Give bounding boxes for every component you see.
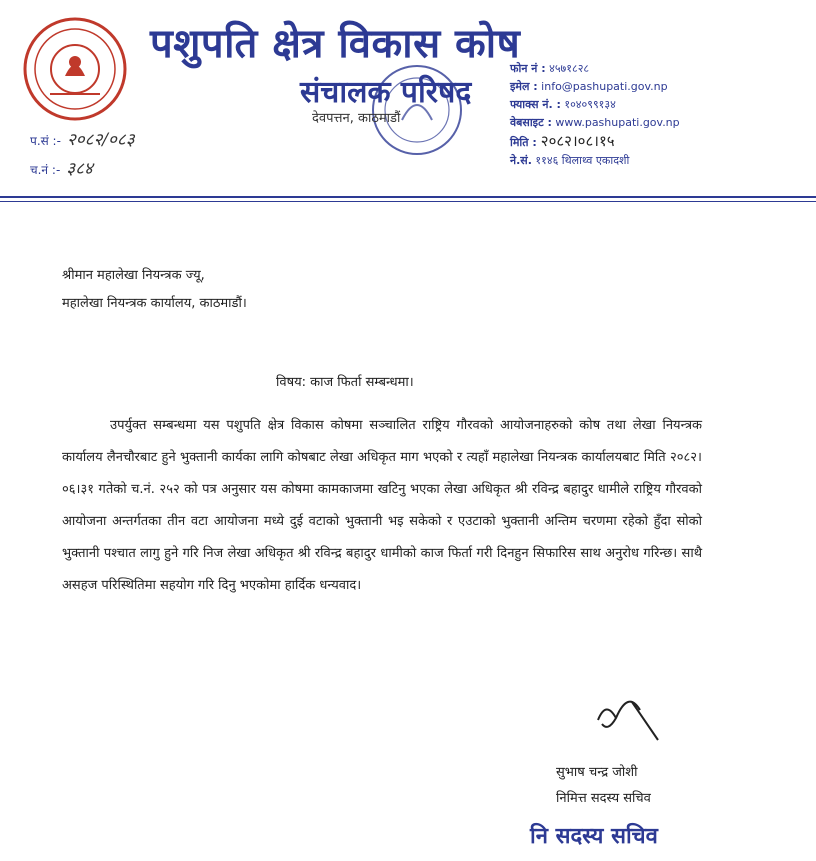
contact-info-block (510, 60, 810, 170)
letter-body: उपर्युक्त सम्बन्धमा यस पशुपति क्षेत्र विकास कोषमा सञ्चालित राष्ट्रिय गौरवको आयोजनाहरुको कोष तथा लेखा नियन्त्रक कार्यालय लैनचौरबाट हुने भुक्तानी कार्यका लागि कोषबाट लेखा अधिकृत माग भएको र त्यहाँ महालेखा नियन्त्रक कार्यालयबाट मिति २०८२।०६।३१ गतेको च.नं. २५२ को पत्र अनुसार यस कोषमा कामकाजमा खटिनु भएका लेखा अधिकृत श्री रविन्द्र बहादुर धामीले राष्ट्रिय गौरवको आयोजना अन्तर्गतका तीन वटा आयोजना मध्ये दुई वटाको भुक्तानी भइ सकेको र एउटाको भुक्तानी अन्तिम चरणमा रहेको हुँदा सोको भुक्तानी पश्चात लागु हुने गरि निज लेखा अधिकृत श्री रविन्द्र बहादुर धामीको काज फिर्ता गरी दिनहुन सिफारिस साथ अनुरोध गरिन्छ। साथै असहज परिस्थितिमा सहयोग गरि दिनु भएकोमा हार्दिक धन्यवाद। (62, 418, 702, 593)
recipient-address (62, 262, 247, 318)
letter-subject: विषय: काज फिर्ता सम्बन्धमा। (276, 375, 414, 390)
organization-name: पशुपति क्षेत्र विकास कोष (150, 21, 521, 67)
organization-seal-logo (20, 14, 130, 124)
recipient-line-2: महालेखा नियन्त्रक कार्यालय, काठमाडौं। (62, 296, 247, 311)
role-stamp: नि सदस्य सचिव (530, 824, 658, 849)
recipient-line-1: श्रीमान महालेखा नियन्त्रक ज्यू, (62, 268, 205, 283)
contact-nepal-sambat: ने.सं. ११४६ थिलाथ्व एकादशी (510, 154, 630, 167)
reference-number: प.सं :- २०८२/०८३ (30, 130, 135, 150)
signer-name: सुभाष चन्द्र जोशी (556, 765, 638, 780)
contact-phone: फोन नं : ४५७१८२८ (510, 62, 590, 75)
contact-website: वेबसाइट : www.pashupati.gov.np (510, 116, 680, 129)
signer-role: निमित्त सदस्य सचिव (556, 791, 651, 806)
header-divider-thin (0, 201, 816, 202)
dispatch-number: च.नं :- ३८४ (30, 159, 93, 179)
header-divider (0, 196, 816, 198)
organization-place: देवपत्तन, काठमाडौं (312, 111, 401, 126)
contact-fax: फ्याक्स नं. : १०४०९९१३४ (510, 98, 616, 111)
handwritten-signature (588, 680, 668, 750)
organization-subtitle: संचालक परिषद (300, 75, 472, 110)
contact-date: मिति : २०८२।०८।१५ (510, 132, 615, 150)
reference-block (30, 126, 135, 184)
contact-email: इमेल : info@pashupati.gov.np (510, 80, 668, 93)
